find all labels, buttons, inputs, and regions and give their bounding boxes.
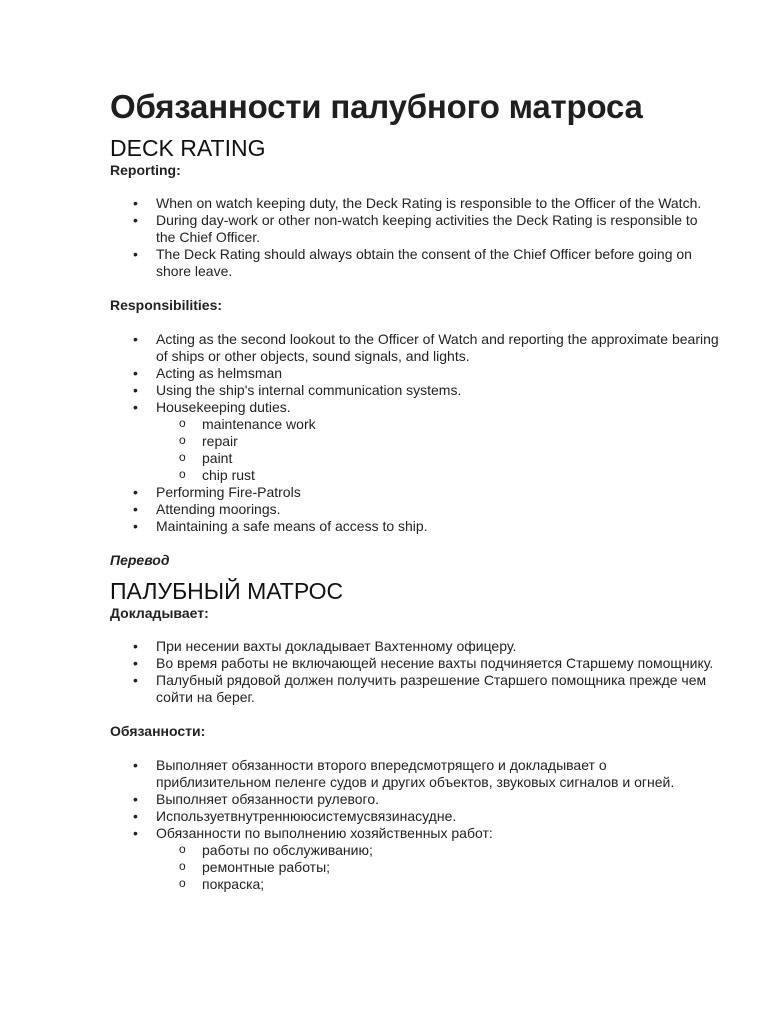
reporting-list-en (110, 195, 720, 280)
housekeeping-sublist-en (156, 416, 720, 484)
responsibilities-list-ru (110, 757, 720, 893)
section-heading-en: DECK RATING (110, 135, 266, 161)
document-title: Обязанности палубного матроса (110, 88, 643, 125)
sub-list-item: o ремонтные работы; (202, 859, 720, 876)
list-item: • Performing Fire-Patrols (156, 484, 720, 501)
responsibilities-label-en: Responsibilities: (110, 297, 223, 313)
list-item: • Attending moorings. (156, 501, 720, 518)
list-item: • During day-work or other non-watch keeping activities the Deck Rating is responsible to the Chief Officer. (156, 212, 720, 246)
list-item: • При несении вахты докладывает Вахтенному офицеру. (156, 638, 720, 655)
sub-list-item: o maintenance work (202, 416, 720, 433)
list-item (156, 399, 720, 484)
reporting-label-en: Reporting: (110, 162, 181, 178)
list-item: • Палубный рядовой должен получить разрешение Старшего помощника прежде чем сойти на берег. (156, 672, 720, 706)
translation-label: Перевод (110, 552, 170, 568)
section-heading-ru: ПАЛУБНЫЙ МАТРОС (110, 578, 344, 604)
list-item: • The Deck Rating should always obtain the consent of the Chief Officer before going on shore leave. (156, 246, 720, 280)
sub-list-item: o покраска; (202, 876, 720, 893)
sub-list-item: o chip rust (202, 467, 720, 484)
list-item (156, 825, 720, 893)
housekeeping-sublist-ru (156, 842, 720, 893)
list-item: • Acting as the second lookout to the Officer of Watch and reporting the approximate bearing of ships or other objects, sound signals, and lights. (156, 331, 720, 365)
sub-list-item: o работы по обслуживанию; (202, 842, 720, 859)
list-item: • Using the ship's internal communication systems. (156, 382, 720, 399)
list-item: • Acting as helmsman (156, 365, 720, 382)
list-item: • Используетвнутреннююсистемусвязинасудне. (156, 808, 720, 825)
sub-list-item: o repair (202, 433, 720, 450)
document-body (110, 86, 720, 893)
list-item-label: Обязанности по выполнению хозяйственных работ: (156, 825, 493, 841)
list-item: • When on watch keeping duty, the Deck Rating is responsible to the Officer of the Watch. (156, 195, 720, 212)
list-item: • Во время работы не включающей несение вахты подчиняется Старшему помощнику. (156, 655, 720, 672)
reporting-list-ru (110, 638, 720, 706)
responsibilities-label-ru: Обязанности: (110, 723, 206, 739)
list-item: • Maintaining a safe means of access to ship. (156, 518, 720, 535)
list-item-label: Housekeeping duties. (156, 399, 291, 415)
responsibilities-list-en (110, 331, 720, 535)
reporting-label-ru: Докладывает: (110, 605, 209, 621)
list-item: • Выполняет обязанности рулевого. (156, 791, 720, 808)
sub-list-item: o paint (202, 450, 720, 467)
list-item: • Выполняет обязанности второго впередсмотрящего и докладывает о приблизительном пеленге судов и других объектов, звуковых сигналов и огней. (156, 757, 720, 791)
